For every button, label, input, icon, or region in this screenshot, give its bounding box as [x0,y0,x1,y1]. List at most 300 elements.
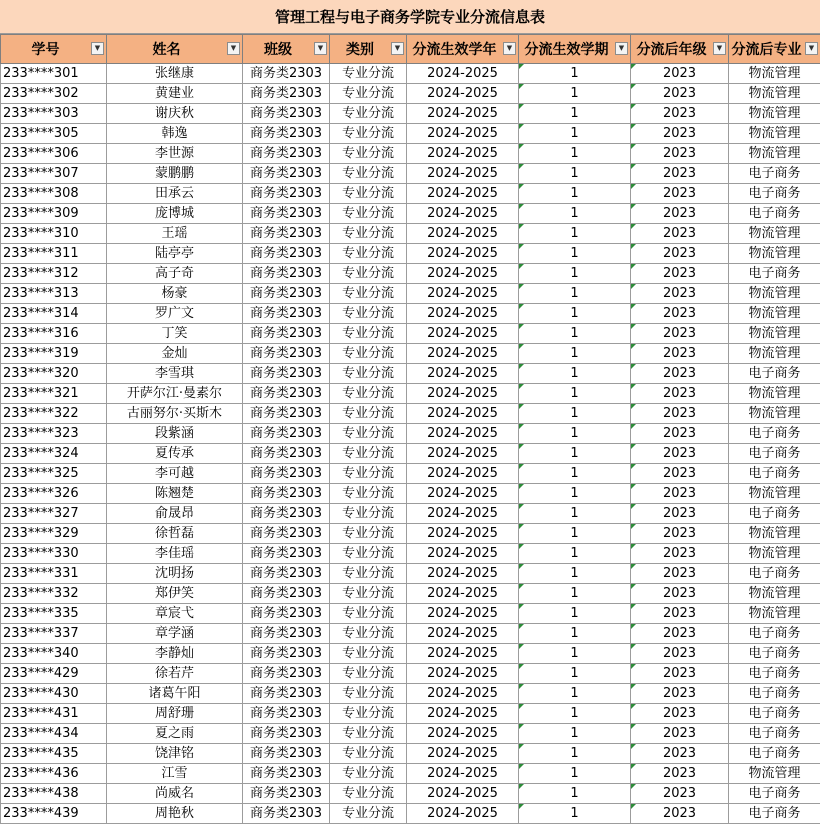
cell-category[interactable]: 专业分流 [330,404,407,424]
cell-effective-term[interactable]: 1 [519,264,631,284]
cell-category[interactable]: 专业分流 [330,684,407,704]
cell-effective-year[interactable]: 2024-2025 [407,684,519,704]
cell-effective-year[interactable]: 2024-2025 [407,764,519,784]
table-row[interactable] [1,744,820,764]
table-row[interactable] [1,504,820,524]
table-row[interactable] [1,244,820,264]
cell-effective-year[interactable]: 2024-2025 [407,304,519,324]
cell-grade[interactable]: 2023 [631,804,729,824]
cell-student-id[interactable]: 233****313 [1,284,107,304]
cell-category[interactable]: 专业分流 [330,724,407,744]
cell-student-id[interactable]: 233****307 [1,164,107,184]
cell-effective-term[interactable]: 1 [519,184,631,204]
cell-category[interactable]: 专业分流 [330,444,407,464]
table-row[interactable] [1,324,820,344]
cell-class[interactable]: 商务类2303 [243,544,330,564]
cell-major[interactable]: 电子商务 [729,504,820,524]
table-row[interactable] [1,124,820,144]
cell-category[interactable]: 专业分流 [330,164,407,184]
table-row[interactable] [1,104,820,124]
cell-major[interactable]: 物流管理 [729,84,820,104]
cell-effective-term[interactable]: 1 [519,424,631,444]
cell-student-id[interactable]: 233****302 [1,84,107,104]
column-header-effective-term[interactable] [519,35,631,64]
cell-student-id[interactable]: 233****309 [1,204,107,224]
cell-effective-term[interactable]: 1 [519,484,631,504]
cell-major[interactable]: 物流管理 [729,604,820,624]
cell-effective-year[interactable]: 2024-2025 [407,404,519,424]
cell-student-id[interactable]: 233****329 [1,524,107,544]
cell-name[interactable]: 开萨尔江·曼素尔 [107,384,243,404]
cell-effective-year[interactable]: 2024-2025 [407,264,519,284]
table-row[interactable] [1,804,820,824]
cell-name[interactable]: 夏传承 [107,444,243,464]
cell-major[interactable]: 电子商务 [729,164,820,184]
cell-effective-year[interactable]: 2024-2025 [407,364,519,384]
table-row[interactable] [1,564,820,584]
cell-major[interactable]: 电子商务 [729,784,820,804]
cell-class[interactable]: 商务类2303 [243,124,330,144]
cell-class[interactable]: 商务类2303 [243,764,330,784]
cell-effective-year[interactable]: 2024-2025 [407,584,519,604]
column-header-major[interactable] [729,35,820,64]
cell-category[interactable]: 专业分流 [330,604,407,624]
column-header-class[interactable] [243,35,330,64]
cell-effective-year[interactable]: 2024-2025 [407,384,519,404]
cell-category[interactable]: 专业分流 [330,204,407,224]
cell-category[interactable]: 专业分流 [330,424,407,444]
cell-name[interactable]: 李雪琪 [107,364,243,384]
cell-major[interactable]: 物流管理 [729,304,820,324]
cell-class[interactable]: 商务类2303 [243,684,330,704]
cell-student-id[interactable]: 233****320 [1,364,107,384]
cell-grade[interactable]: 2023 [631,344,729,364]
cell-class[interactable]: 商务类2303 [243,404,330,424]
cell-category[interactable]: 专业分流 [330,224,407,244]
cell-effective-term[interactable]: 1 [519,64,631,84]
table-row[interactable] [1,284,820,304]
cell-student-id[interactable]: 233****429 [1,664,107,684]
cell-effective-year[interactable]: 2024-2025 [407,164,519,184]
cell-major[interactable]: 电子商务 [729,624,820,644]
cell-effective-year[interactable]: 2024-2025 [407,424,519,444]
cell-class[interactable]: 商务类2303 [243,584,330,604]
cell-category[interactable]: 专业分流 [330,644,407,664]
cell-category[interactable]: 专业分流 [330,304,407,324]
cell-grade[interactable]: 2023 [631,784,729,804]
table-row[interactable] [1,344,820,364]
cell-student-id[interactable]: 233****314 [1,304,107,324]
cell-student-id[interactable]: 233****430 [1,684,107,704]
cell-category[interactable]: 专业分流 [330,344,407,364]
cell-class[interactable]: 商务类2303 [243,344,330,364]
table-row[interactable] [1,164,820,184]
filter-dropdown-icon[interactable]: ▼ [713,42,726,55]
cell-student-id[interactable]: 233****330 [1,544,107,564]
filter-active-icon[interactable]: ▼ [314,42,327,55]
cell-class[interactable]: 商务类2303 [243,204,330,224]
cell-category[interactable]: 专业分流 [330,364,407,384]
cell-effective-year[interactable]: 2024-2025 [407,284,519,304]
cell-name[interactable]: 王瑶 [107,224,243,244]
cell-effective-term[interactable]: 1 [519,364,631,384]
cell-category[interactable]: 专业分流 [330,664,407,684]
column-header-student-id[interactable] [1,35,107,64]
cell-effective-year[interactable]: 2024-2025 [407,784,519,804]
cell-student-id[interactable]: 233****312 [1,264,107,284]
table-row[interactable] [1,64,820,84]
cell-major[interactable]: 电子商务 [729,464,820,484]
cell-name[interactable]: 章学涵 [107,624,243,644]
cell-effective-year[interactable]: 2024-2025 [407,504,519,524]
table-row[interactable] [1,724,820,744]
cell-grade[interactable]: 2023 [631,164,729,184]
cell-class[interactable]: 商务类2303 [243,364,330,384]
cell-student-id[interactable]: 233****436 [1,764,107,784]
cell-effective-term[interactable]: 1 [519,164,631,184]
cell-class[interactable]: 商务类2303 [243,604,330,624]
cell-effective-term[interactable]: 1 [519,664,631,684]
cell-effective-term[interactable]: 1 [519,804,631,824]
cell-grade[interactable]: 2023 [631,404,729,424]
table-row[interactable] [1,524,820,544]
column-header-grade[interactable] [631,35,729,64]
cell-effective-year[interactable]: 2024-2025 [407,644,519,664]
cell-name[interactable]: 周艳秋 [107,804,243,824]
cell-major[interactable]: 电子商务 [729,204,820,224]
cell-effective-term[interactable]: 1 [519,344,631,364]
table-row[interactable] [1,484,820,504]
cell-effective-year[interactable]: 2024-2025 [407,224,519,244]
cell-student-id[interactable]: 233****310 [1,224,107,244]
cell-student-id[interactable]: 233****316 [1,324,107,344]
cell-major[interactable]: 物流管理 [729,584,820,604]
cell-grade[interactable]: 2023 [631,364,729,384]
cell-class[interactable]: 商务类2303 [243,724,330,744]
cell-student-id[interactable]: 233****439 [1,804,107,824]
cell-category[interactable]: 专业分流 [330,84,407,104]
cell-grade[interactable]: 2023 [631,424,729,444]
cell-effective-term[interactable]: 1 [519,464,631,484]
cell-name[interactable]: 徐哲磊 [107,524,243,544]
cell-name[interactable]: 夏之雨 [107,724,243,744]
cell-major[interactable]: 物流管理 [729,344,820,364]
cell-effective-year[interactable]: 2024-2025 [407,724,519,744]
cell-major[interactable]: 电子商务 [729,704,820,724]
table-row[interactable] [1,264,820,284]
cell-name[interactable]: 田承云 [107,184,243,204]
table-row[interactable] [1,464,820,484]
filter-dropdown-icon[interactable]: ▼ [615,42,628,55]
cell-student-id[interactable]: 233****325 [1,464,107,484]
cell-effective-year[interactable]: 2024-2025 [407,64,519,84]
cell-student-id[interactable]: 233****308 [1,184,107,204]
cell-name[interactable]: 蒙鹏鹏 [107,164,243,184]
cell-effective-year[interactable]: 2024-2025 [407,184,519,204]
cell-name[interactable]: 李佳瑶 [107,544,243,564]
cell-effective-term[interactable]: 1 [519,444,631,464]
cell-effective-term[interactable]: 1 [519,644,631,664]
cell-grade[interactable]: 2023 [631,724,729,744]
cell-student-id[interactable]: 233****435 [1,744,107,764]
cell-effective-year[interactable]: 2024-2025 [407,544,519,564]
cell-student-id[interactable]: 233****434 [1,724,107,744]
cell-major[interactable]: 物流管理 [729,104,820,124]
cell-effective-term[interactable]: 1 [519,584,631,604]
cell-class[interactable]: 商务类2303 [243,164,330,184]
cell-name[interactable]: 杨豪 [107,284,243,304]
cell-category[interactable]: 专业分流 [330,544,407,564]
cell-effective-term[interactable]: 1 [519,504,631,524]
column-header-name[interactable] [107,35,243,64]
cell-effective-term[interactable]: 1 [519,544,631,564]
cell-effective-term[interactable]: 1 [519,244,631,264]
table-row[interactable] [1,384,820,404]
cell-major[interactable]: 电子商务 [729,564,820,584]
cell-effective-term[interactable]: 1 [519,144,631,164]
table-row[interactable] [1,704,820,724]
cell-effective-year[interactable]: 2024-2025 [407,484,519,504]
cell-major[interactable]: 物流管理 [729,144,820,164]
cell-name[interactable]: 庞博城 [107,204,243,224]
cell-grade[interactable]: 2023 [631,104,729,124]
cell-grade[interactable]: 2023 [631,124,729,144]
cell-grade[interactable]: 2023 [631,664,729,684]
cell-class[interactable]: 商务类2303 [243,564,330,584]
cell-major[interactable]: 物流管理 [729,324,820,344]
cell-effective-year[interactable]: 2024-2025 [407,804,519,824]
cell-grade[interactable]: 2023 [631,624,729,644]
cell-effective-year[interactable]: 2024-2025 [407,564,519,584]
cell-effective-year[interactable]: 2024-2025 [407,124,519,144]
cell-effective-year[interactable]: 2024-2025 [407,104,519,124]
cell-name[interactable]: 李世源 [107,144,243,164]
cell-category[interactable]: 专业分流 [330,524,407,544]
cell-student-id[interactable]: 233****331 [1,564,107,584]
cell-major[interactable]: 物流管理 [729,524,820,544]
cell-name[interactable]: 高子奇 [107,264,243,284]
cell-category[interactable]: 专业分流 [330,484,407,504]
cell-grade[interactable]: 2023 [631,204,729,224]
cell-effective-year[interactable]: 2024-2025 [407,744,519,764]
cell-effective-term[interactable]: 1 [519,124,631,144]
cell-name[interactable]: 郑伊笑 [107,584,243,604]
cell-major[interactable]: 电子商务 [729,444,820,464]
cell-student-id[interactable]: 233****319 [1,344,107,364]
cell-student-id[interactable]: 233****306 [1,144,107,164]
cell-effective-term[interactable]: 1 [519,104,631,124]
cell-name[interactable]: 李静灿 [107,644,243,664]
cell-class[interactable]: 商务类2303 [243,104,330,124]
table-row[interactable] [1,204,820,224]
cell-effective-term[interactable]: 1 [519,84,631,104]
cell-effective-term[interactable]: 1 [519,604,631,624]
cell-category[interactable]: 专业分流 [330,104,407,124]
cell-class[interactable]: 商务类2303 [243,144,330,164]
cell-class[interactable]: 商务类2303 [243,284,330,304]
cell-class[interactable]: 商务类2303 [243,264,330,284]
cell-grade[interactable]: 2023 [631,564,729,584]
cell-name[interactable]: 俞晟昂 [107,504,243,524]
cell-effective-year[interactable]: 2024-2025 [407,604,519,624]
cell-major[interactable]: 电子商务 [729,664,820,684]
cell-effective-term[interactable]: 1 [519,224,631,244]
table-row[interactable] [1,404,820,424]
cell-category[interactable]: 专业分流 [330,804,407,824]
cell-class[interactable]: 商务类2303 [243,324,330,344]
cell-name[interactable]: 徐若芹 [107,664,243,684]
column-header-category[interactable] [330,35,407,64]
cell-grade[interactable]: 2023 [631,264,729,284]
cell-grade[interactable]: 2023 [631,244,729,264]
filter-dropdown-icon[interactable]: ▼ [503,42,516,55]
cell-class[interactable]: 商务类2303 [243,444,330,464]
cell-grade[interactable]: 2023 [631,384,729,404]
cell-student-id[interactable]: 233****321 [1,384,107,404]
cell-effective-term[interactable]: 1 [519,624,631,644]
cell-major[interactable]: 电子商务 [729,364,820,384]
cell-name[interactable]: 丁笑 [107,324,243,344]
cell-category[interactable]: 专业分流 [330,624,407,644]
cell-name[interactable]: 饶津铭 [107,744,243,764]
cell-name[interactable]: 诸葛午阳 [107,684,243,704]
cell-grade[interactable]: 2023 [631,764,729,784]
cell-effective-year[interactable]: 2024-2025 [407,324,519,344]
cell-category[interactable]: 专业分流 [330,704,407,724]
cell-effective-year[interactable]: 2024-2025 [407,344,519,364]
table-row[interactable] [1,224,820,244]
cell-grade[interactable]: 2023 [631,744,729,764]
cell-category[interactable]: 专业分流 [330,144,407,164]
cell-class[interactable]: 商务类2303 [243,224,330,244]
cell-effective-term[interactable]: 1 [519,564,631,584]
cell-student-id[interactable]: 233****303 [1,104,107,124]
cell-category[interactable]: 专业分流 [330,124,407,144]
cell-effective-term[interactable]: 1 [519,724,631,744]
cell-class[interactable]: 商务类2303 [243,644,330,664]
cell-major[interactable]: 电子商务 [729,184,820,204]
cell-effective-year[interactable]: 2024-2025 [407,624,519,644]
cell-class[interactable]: 商务类2303 [243,384,330,404]
cell-class[interactable]: 商务类2303 [243,784,330,804]
cell-category[interactable]: 专业分流 [330,504,407,524]
cell-category[interactable]: 专业分流 [330,184,407,204]
cell-effective-term[interactable]: 1 [519,384,631,404]
cell-class[interactable]: 商务类2303 [243,244,330,264]
cell-effective-year[interactable]: 2024-2025 [407,244,519,264]
cell-student-id[interactable]: 233****305 [1,124,107,144]
cell-name[interactable]: 张继康 [107,64,243,84]
cell-student-id[interactable]: 233****332 [1,584,107,604]
cell-name[interactable]: 陈翘楚 [107,484,243,504]
table-row[interactable] [1,84,820,104]
cell-class[interactable]: 商务类2303 [243,624,330,644]
table-row[interactable] [1,604,820,624]
cell-student-id[interactable]: 233****335 [1,604,107,624]
cell-student-id[interactable]: 233****438 [1,784,107,804]
cell-class[interactable]: 商务类2303 [243,504,330,524]
cell-category[interactable]: 专业分流 [330,244,407,264]
cell-class[interactable]: 商务类2303 [243,84,330,104]
column-header-effective-year[interactable] [407,35,519,64]
cell-effective-term[interactable]: 1 [519,744,631,764]
cell-name[interactable]: 尚威名 [107,784,243,804]
table-row[interactable] [1,584,820,604]
cell-effective-year[interactable]: 2024-2025 [407,464,519,484]
cell-effective-term[interactable]: 1 [519,284,631,304]
cell-effective-term[interactable]: 1 [519,324,631,344]
cell-major[interactable]: 电子商务 [729,684,820,704]
cell-major[interactable]: 物流管理 [729,64,820,84]
filter-dropdown-icon[interactable]: ▼ [805,42,818,55]
cell-grade[interactable]: 2023 [631,84,729,104]
table-row[interactable] [1,364,820,384]
cell-effective-term[interactable]: 1 [519,404,631,424]
cell-effective-term[interactable]: 1 [519,204,631,224]
filter-dropdown-icon[interactable]: ▼ [227,42,240,55]
cell-effective-year[interactable]: 2024-2025 [407,524,519,544]
cell-grade[interactable]: 2023 [631,704,729,724]
cell-category[interactable]: 专业分流 [330,384,407,404]
cell-class[interactable]: 商务类2303 [243,64,330,84]
cell-major[interactable]: 物流管理 [729,244,820,264]
cell-category[interactable]: 专业分流 [330,464,407,484]
cell-major[interactable]: 电子商务 [729,424,820,444]
cell-effective-year[interactable]: 2024-2025 [407,144,519,164]
cell-student-id[interactable]: 233****327 [1,504,107,524]
cell-category[interactable]: 专业分流 [330,324,407,344]
cell-name[interactable]: 段紫涵 [107,424,243,444]
cell-student-id[interactable]: 233****324 [1,444,107,464]
cell-grade[interactable]: 2023 [631,444,729,464]
cell-major[interactable]: 电子商务 [729,804,820,824]
cell-grade[interactable]: 2023 [631,224,729,244]
cell-student-id[interactable]: 233****431 [1,704,107,724]
filter-dropdown-icon[interactable]: ▼ [91,42,104,55]
table-row[interactable] [1,444,820,464]
cell-category[interactable]: 专业分流 [330,564,407,584]
cell-major[interactable]: 电子商务 [729,264,820,284]
cell-major[interactable]: 物流管理 [729,384,820,404]
cell-effective-year[interactable]: 2024-2025 [407,84,519,104]
table-row[interactable] [1,624,820,644]
cell-major[interactable]: 电子商务 [729,644,820,664]
cell-effective-term[interactable]: 1 [519,684,631,704]
cell-category[interactable]: 专业分流 [330,284,407,304]
cell-grade[interactable]: 2023 [631,524,729,544]
cell-category[interactable]: 专业分流 [330,584,407,604]
cell-effective-year[interactable]: 2024-2025 [407,704,519,724]
cell-name[interactable]: 陆亭亭 [107,244,243,264]
cell-grade[interactable]: 2023 [631,64,729,84]
cell-major[interactable]: 物流管理 [729,284,820,304]
cell-major[interactable]: 电子商务 [729,724,820,744]
cell-name[interactable]: 古丽努尔·买斯木 [107,404,243,424]
cell-category[interactable]: 专业分流 [330,264,407,284]
cell-grade[interactable]: 2023 [631,304,729,324]
cell-effective-year[interactable]: 2024-2025 [407,664,519,684]
cell-student-id[interactable]: 233****323 [1,424,107,444]
cell-class[interactable]: 商务类2303 [243,184,330,204]
table-row[interactable] [1,144,820,164]
cell-major[interactable]: 电子商务 [729,744,820,764]
cell-student-id[interactable]: 233****322 [1,404,107,424]
cell-major[interactable]: 物流管理 [729,404,820,424]
cell-student-id[interactable]: 233****311 [1,244,107,264]
cell-grade[interactable]: 2023 [631,504,729,524]
cell-class[interactable]: 商务类2303 [243,704,330,724]
cell-name[interactable]: 章宸弋 [107,604,243,624]
